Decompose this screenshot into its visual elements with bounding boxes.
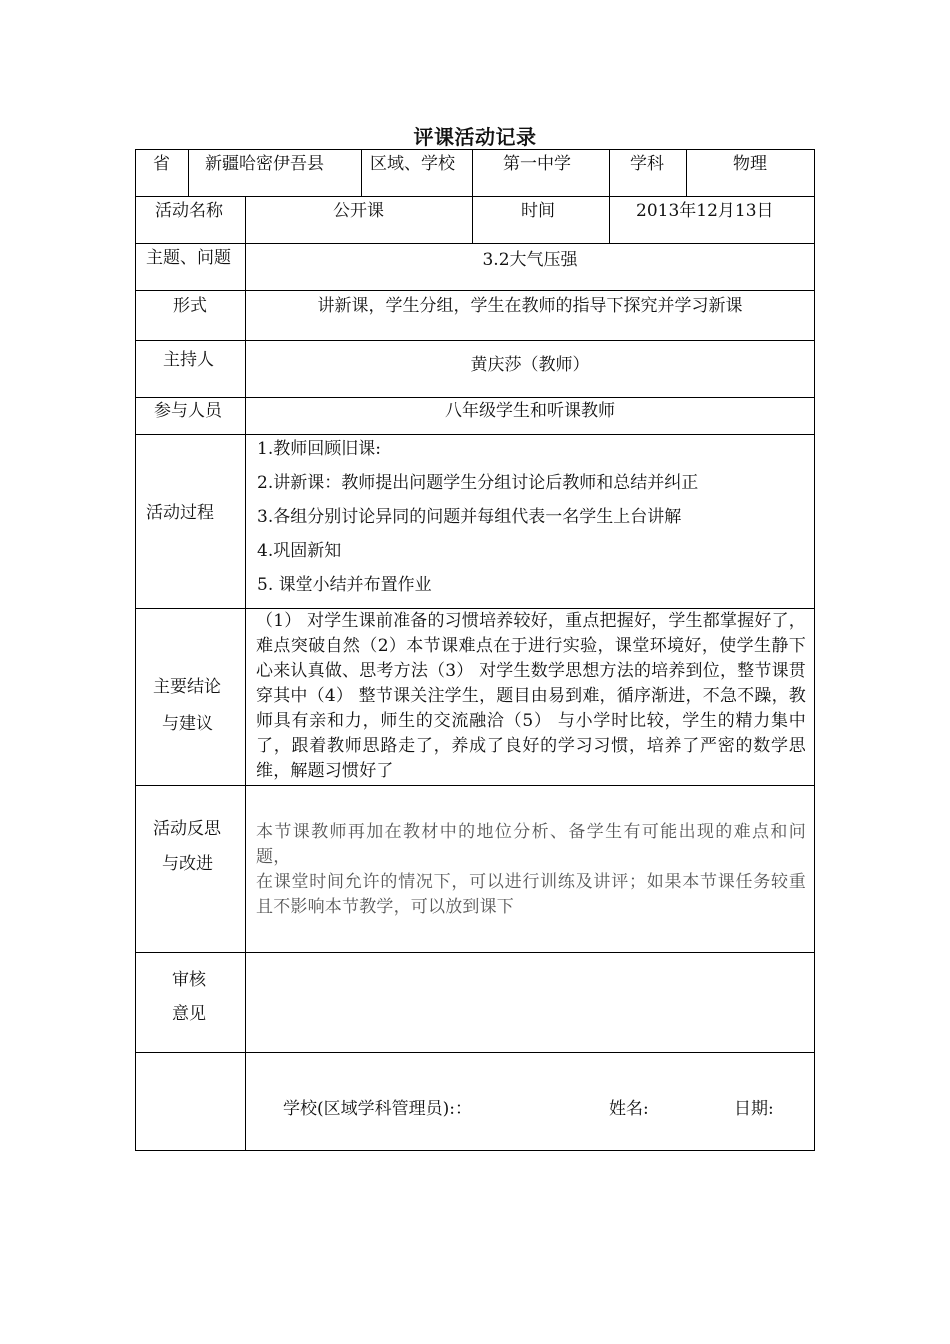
process-content-cell: [245, 434, 815, 609]
page-title: 评课活动记录: [413, 125, 537, 149]
form-label: 形式: [173, 296, 207, 316]
form-value-cell: [245, 290, 815, 341]
reflection-label-line1: 活动反思: [153, 819, 221, 839]
signature-content-cell: [245, 1052, 815, 1151]
process-item-5: 5. 课堂小结并布置作业: [257, 575, 432, 595]
form-value: 讲新课，学生分组，学生在教师的指导下探究并学习新课: [317, 296, 743, 316]
activity-name-label: 活动名称: [155, 201, 223, 221]
activity-name-label-cell: [135, 196, 246, 244]
signature-name-label: 姓名:: [609, 1099, 649, 1119]
topic-label-cell: [135, 243, 246, 291]
activity-name-value: 公开课: [333, 201, 384, 221]
reflection-label-cell: [135, 785, 246, 953]
conclusion-label-cell: [135, 608, 246, 786]
reflection-label-line2: 与改进: [162, 854, 213, 874]
review-content-cell: [245, 952, 815, 1053]
host-label-cell: [135, 340, 246, 398]
process-item-4: 4.巩固新知: [257, 541, 342, 561]
school-value-cell: [472, 149, 610, 197]
process-item-3: 3.各组分别讨论异同的问题并每组代表一名学生上台讲解: [257, 507, 682, 527]
region-label-cell: [361, 149, 473, 197]
conclusion-text: （1） 对学生课前准备的习惯培养较好，重点把握好，学生都掌握好了，难点突破自然（2）本节课难点在于进行实验，课堂环境好，使学生静下心来认真做、思考方法（3） 对学生数学思想方法的培养到位，整节课贯穿其中（4） 整节课关注学生，题目由易到难，循序渐进，不急不躁，教师具有亲和力，师生的交流融洽（5） 与小学时比较，学生的精力集中了，跟着教师思路走了，养成了良好的学习习惯，培养了严密的数学思维，解题习惯好了: [256, 611, 806, 781]
topic-label: 主题、问题: [146, 248, 231, 268]
process-item-1: 1.教师回顾旧课:: [257, 439, 381, 459]
province-value-cell: [188, 149, 362, 197]
subject-label-cell: [609, 149, 687, 197]
time-label-cell: [472, 196, 610, 244]
activity-name-value-cell: [245, 196, 473, 244]
conclusion-content-cell: [245, 608, 815, 786]
signature-label-cell: [135, 1052, 246, 1151]
participants-label: 参与人员: [154, 401, 222, 421]
time-label: 时间: [521, 201, 555, 221]
subject-value: 物理: [733, 154, 767, 174]
host-value-cell: [245, 340, 815, 398]
conclusion-label-line2: 与建议: [162, 714, 213, 734]
process-label-cell: [135, 434, 246, 609]
reflection-content-cell: [245, 785, 815, 953]
process-label: 活动过程: [146, 503, 214, 523]
subject-value-cell: [686, 149, 815, 197]
host-value: 黄庆莎（教师）: [470, 355, 590, 375]
province-label: 省: [153, 154, 170, 174]
review-label-line1: 审核: [172, 970, 206, 990]
review-label-line2: 意见: [172, 1004, 206, 1024]
review-label-cell: [135, 952, 246, 1053]
topic-value: 3.2大气压强: [482, 250, 578, 270]
time-value: 2013年12月13日: [636, 201, 774, 221]
reflection-text-1: 本节课教师再加在教材中的地位分析、备学生有可能出现的难点和问题，: [256, 822, 806, 867]
signature-date-label: 日期:: [734, 1099, 774, 1119]
form-label-cell: [135, 290, 246, 341]
host-label: 主持人: [163, 350, 214, 370]
participants-label-cell: [135, 397, 246, 435]
reflection-text-2: 在课堂时间允许的情况下，可以进行训练及讲评；如果本节课任务较重且不影响本节教学，可以放到课下: [256, 872, 806, 917]
province-value: 新疆哈密伊吾县: [205, 154, 324, 174]
province-label-cell: [135, 149, 189, 197]
participants-value-cell: [245, 397, 815, 435]
conclusion-label-line1: 主要结论: [153, 677, 221, 697]
school-value: 第一中学: [503, 154, 571, 174]
time-value-cell: [609, 196, 815, 244]
subject-label: 学科: [630, 154, 664, 174]
process-item-2: 2.讲新课：教师提出问题学生分组讨论后教师和总结并纠正: [257, 473, 699, 493]
region-label: 区域、学校: [370, 154, 455, 174]
topic-value-cell: [245, 243, 815, 291]
signature-school-label: 学校(区域学科管理员):：: [283, 1099, 472, 1119]
participants-value: 八年级学生和听课教师: [445, 401, 615, 421]
